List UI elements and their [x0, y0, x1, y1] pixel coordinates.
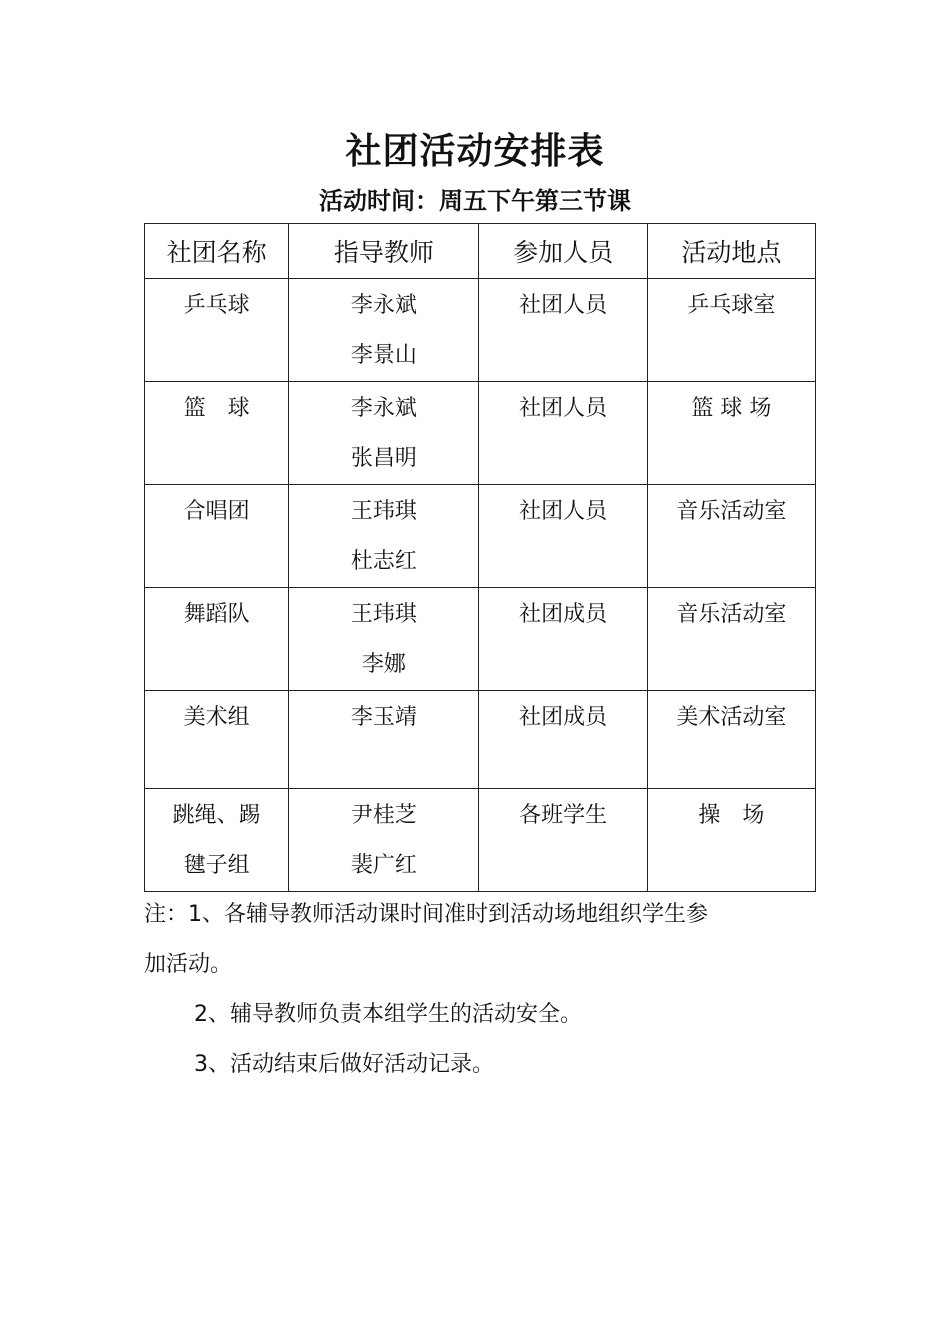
- location-cell: [647, 789, 815, 892]
- club-name-cell: [145, 485, 289, 588]
- table-row: [145, 279, 816, 382]
- location: 操 场: [698, 803, 765, 828]
- teacher-cell: [289, 279, 479, 382]
- header-location: 活动地点: [647, 224, 815, 279]
- members-cell: [479, 485, 647, 588]
- club-name: 合唱团: [183, 499, 250, 524]
- teacher-name: 王玮琪: [350, 602, 417, 627]
- teacher-name: 李玉靖: [350, 705, 417, 730]
- location-cell: [647, 279, 815, 382]
- club-name: 乒乓球: [183, 293, 250, 318]
- members-cell: [479, 789, 647, 892]
- page-subtitle: 活动时间：周五下午第三节课: [319, 187, 631, 215]
- notes-section: [144, 890, 824, 1090]
- header-teacher: 指导教师: [289, 224, 479, 279]
- location-cell: [647, 691, 815, 789]
- teacher-cell: [289, 691, 479, 789]
- teacher-cell: [289, 485, 479, 588]
- note-line-1: 注：1、各辅导教师活动课时间准时到活动场地组织学生参: [144, 902, 708, 927]
- members: 社团人员: [519, 499, 608, 524]
- club-name-cell: [145, 279, 289, 382]
- location: 音乐活动室: [676, 499, 787, 524]
- location-cell: [647, 485, 815, 588]
- teacher-name: 尹桂芝: [350, 803, 417, 828]
- teacher-cell: [289, 588, 479, 691]
- teacher-name: 李景山: [350, 343, 417, 368]
- club-name: 毽子组: [183, 853, 250, 878]
- teacher-cell: [289, 789, 479, 892]
- teacher-name: 李永斌: [350, 293, 417, 318]
- members-cell: [479, 691, 647, 789]
- members: 社团成员: [519, 602, 608, 627]
- location: 篮 球 场: [691, 396, 772, 421]
- members-cell: [479, 382, 647, 485]
- club-name: 舞蹈队: [183, 602, 250, 627]
- note-line-2: 2、辅导教师负责本组学生的活动安全。: [194, 1002, 582, 1027]
- table-header-row: [145, 224, 816, 279]
- members-cell: [479, 588, 647, 691]
- table-row: [145, 691, 816, 789]
- club-name: 跳绳、踢: [172, 803, 261, 828]
- teacher-name: 裴广红: [350, 853, 417, 878]
- teacher-name: 李永斌: [350, 396, 417, 421]
- location: 乒乓球室: [687, 293, 776, 318]
- members-cell: [479, 279, 647, 382]
- table-row: [145, 588, 816, 691]
- table-row: [145, 789, 816, 892]
- teacher-name: 张昌明: [350, 446, 417, 471]
- header-club-name: 社团名称: [145, 224, 289, 279]
- activity-schedule-table: [144, 223, 816, 892]
- page-title: 社团活动安排表: [345, 131, 605, 172]
- location: 音乐活动室: [676, 602, 787, 627]
- members: 社团人员: [519, 396, 608, 421]
- teacher-name: 杜志红: [350, 549, 417, 574]
- table-row: [145, 485, 816, 588]
- note-line-3: 3、活动结束后做好活动记录。: [194, 1052, 494, 1077]
- location-cell: [647, 382, 815, 485]
- note-line-1-continued: 加活动。: [144, 952, 233, 977]
- club-name-cell: [145, 588, 289, 691]
- club-name-cell: [145, 691, 289, 789]
- location: 美术活动室: [676, 705, 787, 730]
- teacher-name: 王玮琪: [350, 499, 417, 524]
- club-name-cell: [145, 382, 289, 485]
- club-name: 篮 球: [183, 396, 250, 421]
- club-name: 美术组: [183, 705, 250, 730]
- teacher-name: 李娜: [361, 652, 406, 677]
- header-participants: 参加人员: [479, 224, 647, 279]
- location-cell: [647, 588, 815, 691]
- members: 社团人员: [519, 293, 608, 318]
- table-row: [145, 382, 816, 485]
- club-name-cell: [145, 789, 289, 892]
- members: 社团成员: [519, 705, 608, 730]
- teacher-cell: [289, 382, 479, 485]
- members: 各班学生: [519, 803, 608, 828]
